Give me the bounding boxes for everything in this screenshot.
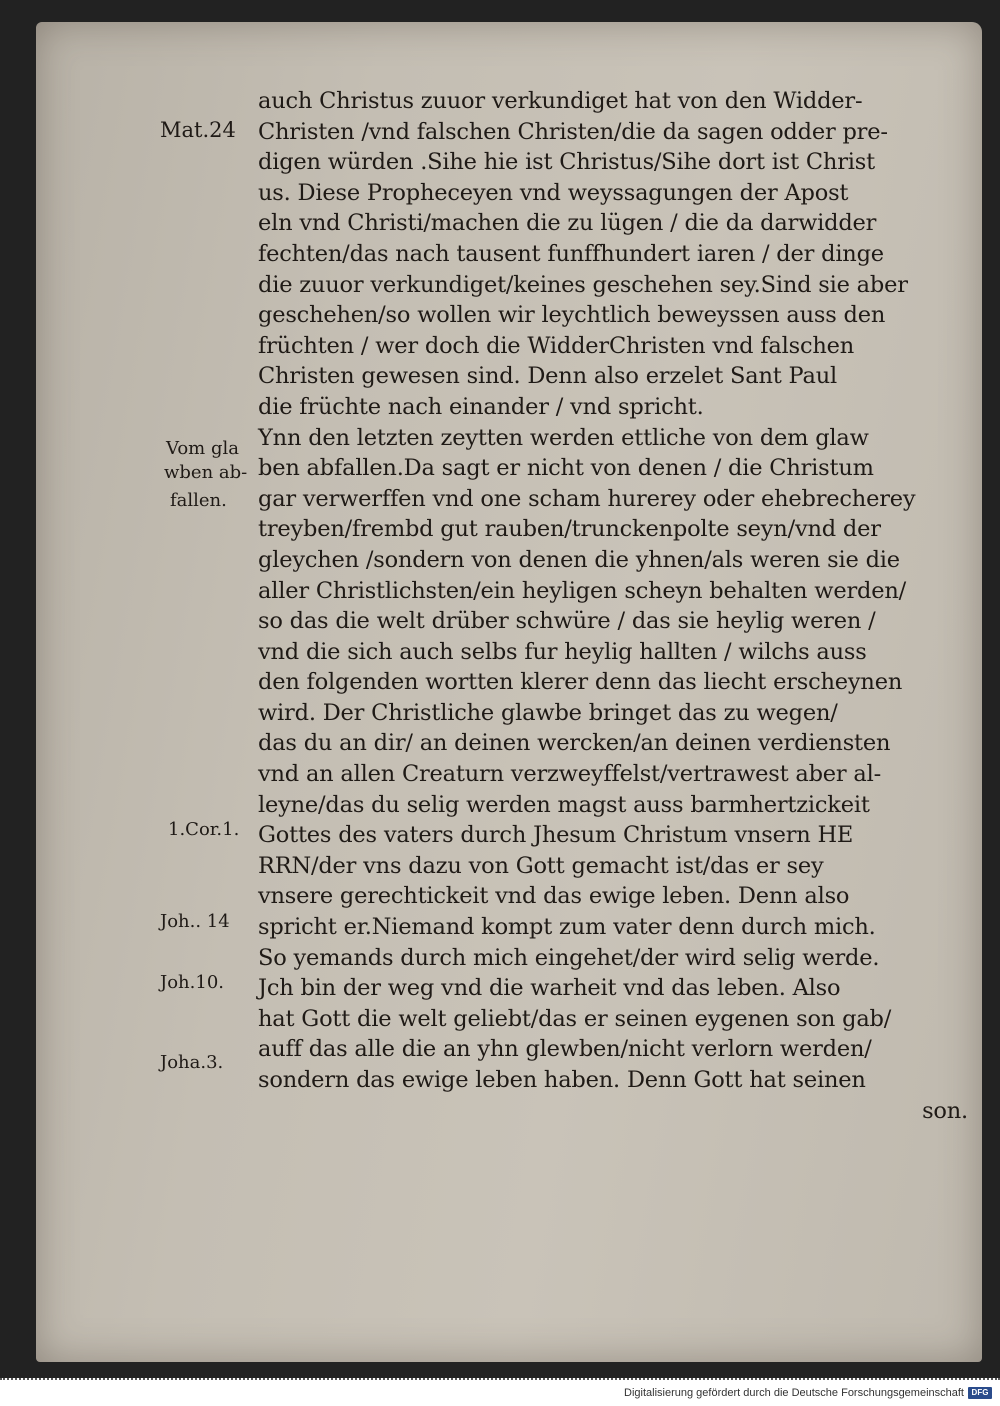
text-line-13: ben abfallen.Da sagt er nicht von denen / die Christum [258, 455, 874, 482]
funding-notice: Digitalisierung gefördert durch die Deutsche Forschungsgemeinschaft [624, 1387, 964, 1399]
text-line-29: So yemands durch mich eingehet/der wird selig werde. [258, 944, 880, 971]
dfg-logo-icon: DFG [968, 1387, 992, 1399]
text-line-9: früchten / wer doch die WidderChristen vnd falschen [258, 332, 855, 359]
margin-note-joh3: Joha.3. [160, 1052, 224, 1073]
text-line-2: Christen /vnd falschen Christen/die da sagen odder pre- [258, 118, 888, 145]
text-line-27: vnsere gerechtickeit vnd das ewige leben. Denn also [258, 883, 850, 910]
book-page [36, 22, 982, 1362]
text-line-20: den folgenden wortten klerer denn das liecht erscheynen [258, 669, 903, 696]
text-line-3: digen würden .Sihe hie ist Christus/Sihe dort ist Christ [258, 149, 875, 176]
text-line-6: fechten/das nach tausent funffhundert iaren / der dinge [258, 240, 884, 267]
margin-note-glauben-3: fallen. [170, 490, 227, 511]
catchword: son. [922, 1097, 968, 1124]
text-line-10: Christen gewesen sind. Denn also erzelet Sant Paul [258, 363, 837, 390]
body-text [258, 86, 978, 1126]
text-line-19: vnd die sich auch selbs fur heylig hallten / wilchs auss [258, 638, 867, 665]
text-line-14: gar verwerffen vnd one scham hurerey oder ehebrecherey [258, 485, 916, 512]
margin-note-cor: 1.Cor.1. [168, 819, 240, 840]
margin-note-glauben-2: wben ab- [164, 462, 248, 483]
text-line-1: auch Christus zuuor verkundiget hat von den Widder- [258, 88, 863, 114]
footer-bar [0, 1378, 1000, 1406]
text-line-25: Gottes des vaters durch Jhesum Christum vnsern HE [258, 822, 854, 849]
text-line-11: die früchte nach einander / vnd spricht. [258, 393, 704, 420]
margin-note-joh10: Joh.10. [160, 972, 224, 993]
text-line-7: die zuuor verkundiget/keines geschehen sey.Sind sie aber [258, 271, 908, 298]
text-line-8: geschehen/so wollen wir leychtlich beweyssen auss den [258, 302, 886, 329]
text-line-5: eln vnd Christi/machen die zu lügen / die da darwidder [258, 210, 877, 237]
text-line-12: Ynn den letzten zeytten werden ettliche von dem glaw [258, 424, 869, 451]
text-line-33: sondern das ewige leben haben. Denn Gott hat seinen [258, 1067, 866, 1093]
text-line-23: vnd an allen Creaturn verzweyffelst/vertrawest aber al- [258, 761, 882, 788]
text-line-26: RRN/der vns dazu von Gott gemacht ist/das er sey [258, 852, 824, 879]
text-line-17: aller Christlichsten/ein heyligen scheyn behalten werden/ [258, 577, 907, 604]
text-line-22: das du an dir/ an deinen wercken/an deinen verdiensten [258, 730, 891, 757]
text-line-4: us. Diese Propheceyen vnd weyssagungen der Apost [258, 179, 849, 206]
text-line-24: leyne/das du selig werden magst auss barmhertzickeit [258, 791, 870, 818]
text-line-28: spricht er.Niemand kompt zum vater denn durch mich. [258, 914, 876, 941]
text-line-30: Jch bin der weg vnd die warheit vnd das leben. Also [258, 975, 841, 1002]
text-line-18: so das die welt drüber schwüre / das sie heylig weren / [258, 608, 876, 635]
text-line-32: auff das alle die an yhn glewben/nicht verlorn werden/ [258, 1036, 872, 1063]
text-line-31: hat Gott die welt geliebt/das er seinen eygenen son gab/ [258, 1005, 892, 1032]
text-line-16: gleychen /sondern von denen die yhnen/als weren sie die [258, 546, 900, 573]
text-line-21: wird. Der Christliche glawbe bringet das zu wegen/ [258, 699, 838, 726]
margin-note-mat: Mat.24 [160, 118, 236, 142]
margin-note-joh14: Joh.. 14 [160, 911, 230, 932]
margin-note-glauben-1: Vom gla [166, 438, 239, 459]
text-line-15: treyben/frembd gut rauben/trunckenpolte seyn/vnd der [258, 516, 881, 543]
